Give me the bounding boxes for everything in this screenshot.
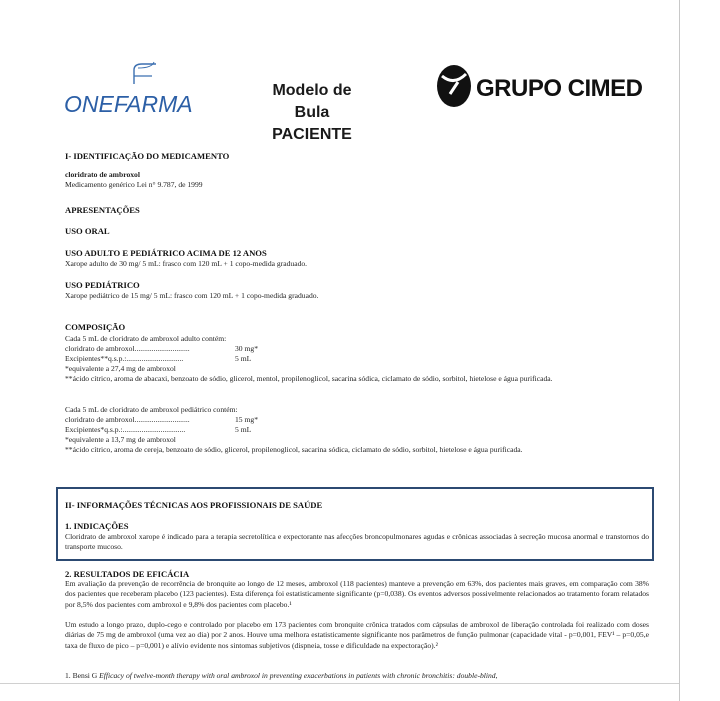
cimed-logo-text: GRUPO CIMED — [476, 75, 643, 102]
page-bottom-edge — [0, 683, 679, 684]
indicacoes-text: Cloridrato de ambroxol xarope é indicado para a terapia secretolítica e expectorante nas afecções broncopulmonares agudas e crônicas associadas à secreção mucosa anormal e transtornos do transporte mucoso. — [65, 532, 649, 552]
document-title — [254, 80, 370, 146]
composicao-adult-note2: **ácido cítrico, aroma de abacaxi, benzoato de sódio, glicerol, mentol, propilenoglicol, sacarina sódica, ciclamato de sódio, sorbitol, hietelose e água purificada. — [65, 374, 553, 383]
adult-use-text: Xarope adulto de 30 mg/ 5 mL: frasco com 120 mL + 1 copo-medida graduado. — [65, 259, 308, 268]
composicao-adult-row1-label: cloridrato de ambroxol............................. — [65, 344, 190, 353]
uso-oral-heading: USO ORAL — [65, 226, 110, 236]
page-right-edge — [679, 0, 680, 701]
title-line-1: Modelo de Bula — [272, 82, 352, 121]
reference-line — [65, 671, 498, 680]
resultados-paragraph-1: Em avaliação da prevenção de recorrência de bronquite ao longo de 12 meses, ambroxol (118 pacientes) manteve a prevenção em 63%, dos pacientes mais graves, em comparação com 38% dos pacientes que receberam placebo (123 pacientes). Esta diferença foi estatisticamente significante (p=0,038). Os eventos adversos possivelmente relacionados ao tratamento foram relatados por 8,5% dos pacientes com ambroxol e 9,8% dos pacientes com placebo.¹ — [65, 579, 649, 609]
reference-prefix: 1. Bensi G — [65, 671, 100, 680]
composicao-ped-row1-value: 15 mg* — [235, 415, 258, 424]
composicao-ped-intro: Cada 5 mL de cloridrato de ambroxol pediátrico contém: — [65, 405, 238, 414]
composicao-ped-note2: **ácido cítrico, aroma de cereja, benzoato de sódio, glicerol, propilenoglicol, sacarina sódica, ciclamato de sódio, sorbitol, hietelose e água purificada. — [65, 445, 523, 454]
reference-title: Efficacy of twelve-month therapy with oral ambroxol in preventing exacerbations in patients with chronic bronchitis: double-blind, — [99, 671, 498, 680]
indicacoes-heading: 1. INDICAÇÕES — [65, 521, 129, 531]
onefarma-logo-mark — [64, 60, 214, 120]
section1-heading: I- IDENTIFICAÇÃO DO MEDICAMENTO — [65, 151, 230, 161]
composicao-ped-note1: *equivalente a 13,7 mg de ambroxol — [65, 435, 176, 444]
adult-use-heading: USO ADULTO E PEDIÁTRICO ACIMA DE 12 ANOS — [65, 248, 267, 258]
title-line-2: PACIENTE — [272, 126, 352, 143]
generic-line: Medicamento genérico Lei n° 9.787, de 1999 — [65, 180, 203, 189]
composicao-adult-note1: *equivalente a 27,4 mg de ambroxol — [65, 364, 176, 373]
resultados-heading: 2. RESULTADOS DE EFICÁCIA — [65, 569, 190, 579]
apresentacoes-heading: APRESENTAÇÕES — [65, 205, 140, 215]
onefarma-logo — [64, 60, 214, 120]
composicao-adult-row2-label: Excipientes**q.s.p.:.............................. — [65, 354, 184, 363]
composicao-heading: COMPOSIÇÃO — [65, 322, 126, 332]
composicao-adult-row2-value: 5 mL — [235, 354, 252, 363]
section2-heading: II- INFORMAÇÕES TÉCNICAS AOS PROFISSIONAIS DE SAÚDE — [65, 500, 323, 510]
pediatric-use-text: Xarope pediátrico de 15 mg/ 5 mL: frasco com 120 mL + 1 copo-medida graduado. — [65, 291, 319, 300]
cimed-emblem-icon — [436, 64, 472, 108]
pediatric-use-heading: USO PEDIÁTRICO — [65, 280, 140, 290]
resultados-paragraph-2: Um estudo a longo prazo, duplo-cego e controlado por placebo em 173 pacientes com bronquite crônica tratados com cápsulas de ambroxol de liberação controlada foi realizado com doses diárias de 75 mg de ambroxol (uma vez ao dia) por 2 anos. Houve uma melhora estatisticamente significante nos parâmetros de função pulmonar (capacidade vital - p=0,001, FEV¹ – p=0,05,e taxa de fluxo de pico – p=0,001) e alívio evidente nos sintomas subjetivos (dispneia, tosse e dificuldade na expectoração).² — [65, 620, 649, 650]
onefarma-logo-text: ONEFARMA — [64, 91, 193, 117]
composicao-adult-intro: Cada 5 mL de cloridrato de ambroxol adulto contém: — [65, 334, 227, 343]
composicao-ped-row2-value: 5 mL — [235, 425, 252, 434]
composicao-ped-row2-label: Excipientes*q.s.p.:................................. — [65, 425, 186, 434]
composicao-ped-row1-label: cloridrato de ambroxol............................. — [65, 415, 190, 424]
composicao-adult-row1-value: 30 mg* — [235, 344, 258, 353]
drug-name: cloridrato de ambroxol — [65, 170, 140, 179]
